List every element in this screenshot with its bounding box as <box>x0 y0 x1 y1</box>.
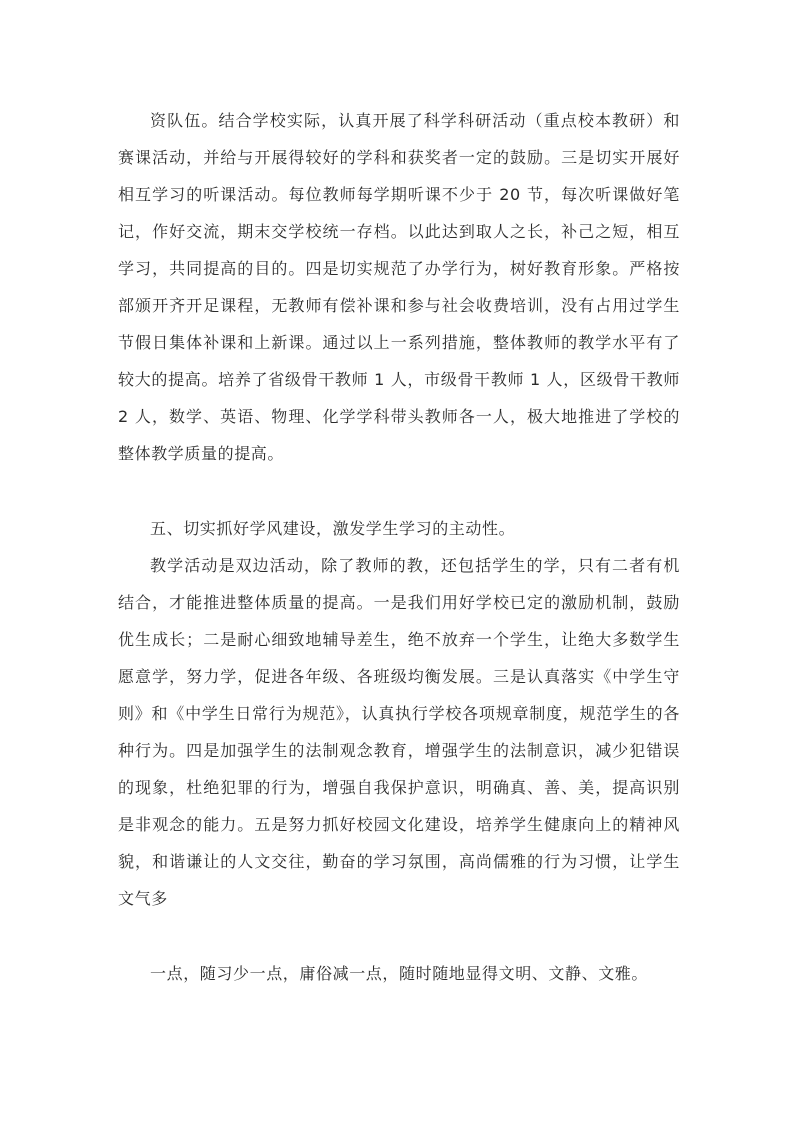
paragraph-teaching-staff: 资队伍。结合学校实际，认真开展了科学科研活动（重点校本教研）和赛课活动，并给与开展得较好的学科和获奖者一定的鼓励。三是切实开展好相互学习的听课活动。每位教师每学期听课不少于 20 节，每次听课做好笔记，作好交流，期末交学校统一存档。以此达到取人之长，补己之短，相互学习，共同提高的目的。四是切实规范了办学行为，树好教育形象。严格按部颁开齐开足课程，无教师有偿补课和参与社会收费培训，没有占用过学生节假日集体补课和上新课。通过以上一系列措施，整体教师的教学水平有了较大的提高。培养了省级骨干教师 1 人，市级骨干教师 1 人，区级骨干教师 2 人，数学、英语、物理、化学学科带头教师各一人，极大地推进了学校的整体教学质量的提高。 <box>118 111 680 463</box>
paragraph-continuation: 一点，随习少一点，庸俗减一点，随时随地显得文明、文静、文雅。 <box>150 964 649 983</box>
section-heading-study-style: 五、切实抓好学风建设，激发学生学习的主动性。 <box>150 519 516 538</box>
paragraph-student-learning: 教学活动是双边活动，除了教师的教，还包括学生的学，只有二者有机结合，才能推进整体质量的提高。一是我们用好学校已定的激励机制，鼓励优生成长；二是耐心细致地辅导差生，绝不放弃一个学生，让绝大多数学生愿意学，努力学，促进各年级、各班级均衡发展。三是认真落实《中学生守则》和《中学生日常行为规范》，认真执行学校各项规章制度，规范学生的各种行为。四是加强学生的法制观念教育，增强学生的法制意识，减少犯错误的现象，杜绝犯罪的行为，增强自我保护意识，明确真、善、美，提高识别是非观念的能力。五是努力抓好校园文化建设，培养学生健康向上的精神风貌，和谐谦让的人文交往，勤奋的学习氛围，高尚儒雅的行为习惯，让学生文气多 <box>118 556 680 908</box>
